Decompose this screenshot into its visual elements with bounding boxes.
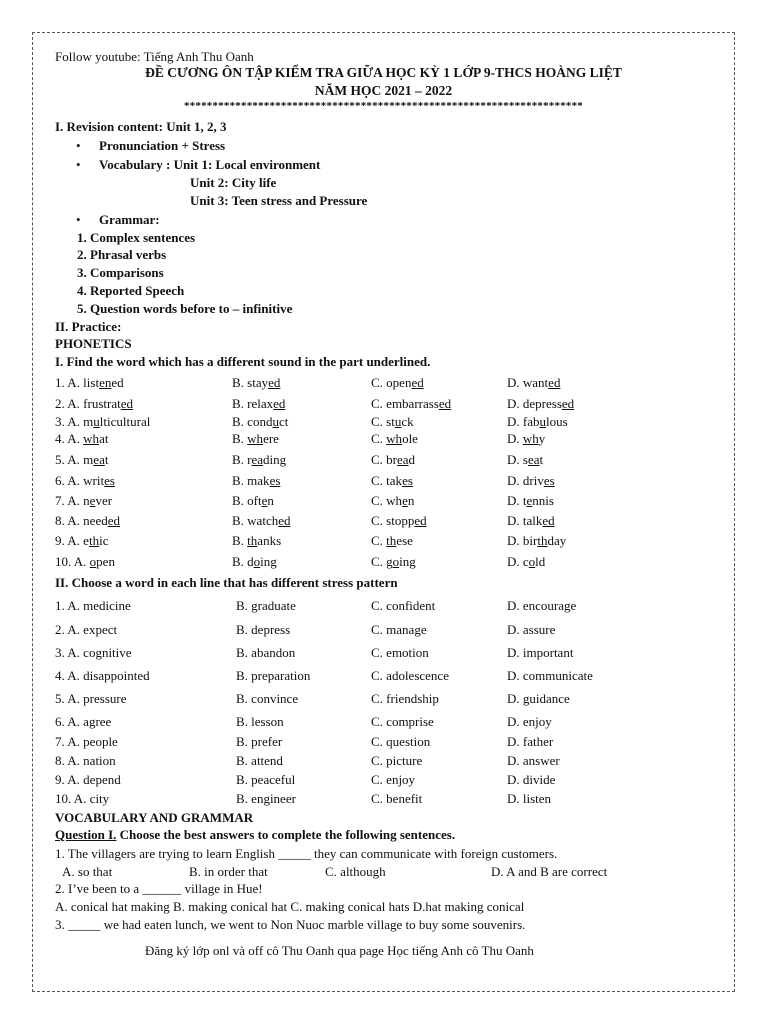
sound-underlined: o — [89, 554, 97, 569]
stress-option: C. manage — [371, 622, 427, 637]
option-c: C. although — [325, 864, 386, 879]
sound-prefix: D. — [507, 431, 523, 446]
sound-prefix: B. relax — [232, 396, 274, 411]
sound-underlined: ed — [411, 375, 424, 390]
question-label: Question I. — [55, 827, 117, 842]
sound-underlined: ed — [542, 513, 555, 528]
sound-suffix: y — [538, 431, 546, 446]
sound-option — [55, 493, 112, 509]
sound-prefix: D. fab — [507, 414, 540, 429]
sound-option — [55, 473, 115, 489]
sound-prefix: B. — [232, 431, 248, 446]
sound-option — [232, 414, 288, 430]
sound-underlined: ed — [548, 375, 561, 390]
sound-option — [55, 414, 150, 430]
stress-option: D. important — [507, 645, 574, 660]
sound-prefix: D. depress — [507, 396, 562, 411]
stress-option: B. engineer — [236, 791, 296, 806]
phonetics-heading: PHONETICS — [55, 336, 132, 351]
bullet-icon: • — [76, 212, 81, 227]
sound-suffix: ole — [402, 431, 418, 446]
sound-suffix: ing — [399, 554, 416, 569]
sound-underlined: es — [104, 473, 115, 488]
sound-option — [232, 554, 277, 570]
sound-prefix: C. br — [371, 452, 397, 467]
sound-prefix: D. want — [507, 375, 549, 390]
sound-prefix: D. driv — [507, 473, 544, 488]
sound-option — [507, 375, 560, 391]
grammar-item: 4. Reported Speech — [77, 283, 185, 298]
stress-option: C. emotion — [371, 645, 429, 660]
sound-prefix: C. wh — [371, 493, 403, 508]
sound-prefix: 6. A. writ — [55, 473, 105, 488]
sound-prefix: B. r — [232, 452, 252, 467]
sound-prefix: 4. A. — [55, 431, 84, 446]
footer-note: Đăng ký lớp onl và off cô Thu Oanh qua page Học tiếng Anh cô Thu Oanh — [145, 943, 534, 958]
sound-suffix: t — [539, 452, 544, 467]
stress-option: D. encourage — [507, 598, 577, 613]
sound-underlined: ed — [268, 375, 281, 390]
sound-option — [232, 513, 291, 529]
sound-suffix: ese — [396, 533, 413, 548]
sound-underlined: u — [93, 414, 100, 429]
grammar-item: 1. Complex sentences — [77, 230, 196, 245]
sound-suffix: n — [267, 493, 274, 508]
sound-prefix: C. — [371, 533, 387, 548]
sound-option — [507, 473, 555, 489]
stress-option: 5. A. pressure — [55, 691, 127, 706]
stress-option: B. lesson — [236, 714, 284, 729]
sound-underlined: e — [89, 493, 96, 508]
revision-pronunciation: Pronunciation + Stress — [99, 138, 226, 153]
sound-prefix: B. cond — [232, 414, 273, 429]
sound-suffix: lticultural — [99, 414, 151, 429]
sound-underlined: o — [253, 554, 261, 569]
stress-option: B. preparation — [236, 668, 311, 683]
sound-underlined: th — [537, 533, 548, 548]
sound-option — [232, 473, 280, 489]
sound-option — [371, 396, 451, 412]
sound-prefix: C. stopp — [371, 513, 415, 528]
follow-line: Follow youtube: Tiếng Anh Thu Oanh — [55, 49, 254, 64]
sound-option — [507, 452, 543, 468]
stress-option: C. picture — [371, 753, 423, 768]
vocab-heading: VOCABULARY AND GRAMMAR — [55, 810, 254, 825]
sound-option — [371, 513, 427, 529]
sound-option — [232, 452, 286, 468]
sound-suffix: pen — [96, 554, 115, 569]
sound-prefix: 8. A. need — [55, 513, 108, 528]
stress-option: D. guidance — [507, 691, 570, 706]
sound-suffix: lous — [546, 414, 568, 429]
option-a: A. so that — [62, 864, 113, 879]
revision-grammar: Grammar: — [99, 212, 160, 227]
revision-vocabulary: Vocabulary : Unit 1: Local environment — [99, 157, 321, 172]
sound-suffix: n — [407, 493, 415, 508]
sound-option — [371, 414, 414, 430]
sound-underlined: ea — [93, 452, 105, 467]
sound-option — [507, 493, 554, 509]
stress-option: D. divide — [507, 772, 556, 787]
sound-underlined: ea — [397, 452, 409, 467]
sound-prefix: 3. A. m — [55, 414, 94, 429]
bullet-icon: • — [76, 157, 81, 172]
sound-suffix: anks — [257, 533, 282, 548]
stress-option: 10. A. city — [55, 791, 110, 806]
sound-option — [232, 493, 274, 509]
sound-prefix: 5. A. m — [55, 452, 94, 467]
sound-option — [55, 431, 108, 447]
sound-underlined: es — [543, 473, 555, 488]
sound-suffix: at — [99, 431, 109, 446]
sound-option — [55, 533, 108, 549]
sound-underlined: wh — [386, 431, 403, 446]
sound-underlined: u — [272, 414, 279, 429]
stress-option: C. question — [371, 734, 431, 749]
revision-unit3: Unit 3: Teen stress and Pressure — [190, 193, 368, 208]
document-title: ĐỀ CƯƠNG ÔN TẬP KIỂM TRA GIỮA HỌC KỲ 1 LỚP 9-THCS HOÀNG LIỆT — [145, 65, 622, 80]
stress-option: 2. A. expect — [55, 622, 118, 637]
sound-suffix: ere — [263, 431, 279, 446]
sound-option — [371, 473, 413, 489]
sound-underlined: ed — [273, 396, 286, 411]
sound-prefix: D. t — [507, 493, 527, 508]
stress-option: C. adolescence — [371, 668, 449, 683]
stress-option: 1. A. medicine — [55, 598, 131, 613]
sound-option — [232, 431, 279, 447]
star-divider: ********************************************************************** — [184, 100, 583, 112]
sound-prefix: D. c — [507, 554, 529, 569]
practice-heading: II. Practice: — [55, 319, 122, 334]
sound-option — [55, 513, 120, 529]
sound-underlined: e — [526, 493, 533, 508]
stress-option: D. enjoy — [507, 714, 552, 729]
sound-prefix: 10. A. — [55, 554, 90, 569]
stress-option: 4. A. disappointed — [55, 668, 150, 683]
sound-underlined: ed — [120, 396, 133, 411]
sound-option — [55, 452, 108, 468]
sound-option — [371, 493, 414, 509]
sound-option — [371, 533, 413, 549]
sound-suffix: ld — [535, 554, 546, 569]
stress-option: B. abandon — [236, 645, 296, 660]
sound-underlined: ea — [251, 452, 264, 467]
sound-option — [507, 554, 545, 570]
sound-option — [232, 375, 280, 391]
sound-underlined: e — [402, 493, 408, 508]
grammar-item: 3. Comparisons — [77, 265, 164, 280]
sound-underlined: ea — [527, 452, 540, 467]
sound-underlined: ed — [561, 396, 575, 411]
sound-underlined: o — [392, 554, 400, 569]
sound-underlined: ed — [278, 513, 291, 528]
task-stress-heading: II. Choose a word in each line that has different stress pattern — [55, 575, 398, 590]
sound-suffix: ic — [99, 533, 109, 548]
task-sound-heading: I. Find the word which has a different sound in the part underlined. — [55, 354, 431, 369]
sound-prefix: C. embarrass — [371, 396, 439, 411]
sound-underlined: ed — [438, 396, 452, 411]
stress-option: D. answer — [507, 753, 560, 768]
sentence-1: 1. The villagers are trying to learn English _____ they can communicate with foreign customers. — [55, 846, 558, 861]
sound-suffix: ed — [111, 375, 124, 390]
stress-option: B. depress — [236, 622, 291, 637]
sound-prefix: D. talk — [507, 513, 543, 528]
sound-suffix: d — [408, 452, 416, 467]
sound-underlined: o — [528, 554, 536, 569]
sound-prefix: 1. A. list — [55, 375, 100, 390]
sound-suffix: day — [547, 533, 567, 548]
stress-option: 7. A. people — [55, 734, 118, 749]
sound-suffix: nnis — [532, 493, 554, 508]
stress-option: B. graduate — [236, 598, 296, 613]
sound-suffix: ding — [263, 452, 287, 467]
sentence-3: 3. _____ we had eaten lunch, we went to Non Nuoc marble village to buy some souvenirs. — [55, 917, 526, 932]
grammar-item: 2. Phrasal verbs — [77, 247, 167, 262]
sound-option — [232, 396, 285, 412]
sound-underlined: ed — [107, 513, 120, 528]
sound-option — [55, 396, 133, 412]
grammar-item: 5. Question words before to – infinitive — [77, 301, 293, 316]
sound-prefix: 7. A. n — [55, 493, 90, 508]
sound-underlined: wh — [83, 431, 100, 446]
stress-option: C. comprise — [371, 714, 434, 729]
sound-prefix: C. tak — [371, 473, 403, 488]
sound-underlined: ed — [414, 513, 427, 528]
sound-prefix: C. g — [371, 554, 393, 569]
stress-option: B. convince — [236, 691, 299, 706]
school-year: NĂM HỌC 2021 – 2022 — [314, 83, 453, 98]
sound-suffix: ing — [260, 554, 277, 569]
sound-prefix: D. s — [507, 452, 528, 467]
stress-option: D. communicate — [507, 668, 593, 683]
sound-option — [371, 431, 418, 447]
stress-option: D. listen — [507, 791, 552, 806]
stress-option: C. enjoy — [371, 772, 416, 787]
stress-option: D. father — [507, 734, 554, 749]
sound-prefix: C. — [371, 431, 387, 446]
stress-option: D. assure — [507, 622, 556, 637]
sound-suffix: ct — [278, 414, 289, 429]
stress-option: 9. A. depend — [55, 772, 121, 787]
sound-option — [371, 554, 416, 570]
revision-heading: I. Revision content: Unit 1, 2, 3 — [55, 119, 227, 134]
sound-option — [371, 375, 424, 391]
sound-prefix: B. oft — [232, 493, 262, 508]
stress-option: 8. A. nation — [55, 753, 116, 768]
sound-option — [371, 452, 415, 468]
sound-option — [507, 431, 545, 447]
sound-suffix: t — [104, 452, 109, 467]
sound-underlined: en — [99, 375, 112, 390]
stress-option: C. friendship — [371, 691, 439, 706]
stress-option: 3. A. cognitive — [55, 645, 132, 660]
sound-prefix: C. st — [371, 414, 395, 429]
sentence-2-options: A. conical hat making B. making conical hat C. making conical hats D.hat making conical — [55, 899, 525, 914]
sound-underlined: u — [394, 414, 402, 429]
sound-underlined: e — [261, 493, 268, 508]
stress-option: C. benefit — [371, 791, 423, 806]
sound-underlined: es — [269, 473, 281, 488]
sound-option — [507, 513, 555, 529]
sound-underlined: wh — [522, 431, 539, 446]
revision-unit2: Unit 2: City life — [190, 175, 277, 190]
option-b: B. in order that — [189, 864, 268, 879]
option-d: D. A and B are correct — [491, 864, 608, 879]
sound-suffix: ck — [401, 414, 414, 429]
sound-underlined: u — [539, 414, 546, 429]
sound-prefix: 2. A. frustrat — [55, 396, 121, 411]
sound-prefix: B. — [232, 533, 248, 548]
sound-option — [507, 533, 566, 549]
stress-option: B. attend — [236, 753, 283, 768]
stress-option: 6. A. agree — [55, 714, 112, 729]
question-heading — [55, 827, 455, 842]
sentence-2: 2. I’ve been to a ______ village in Hue! — [55, 881, 263, 896]
question-text: Choose the best answers to complete the following sentences. — [116, 827, 456, 842]
sound-underlined: th — [386, 533, 397, 548]
bullet-icon: • — [76, 138, 81, 153]
sound-prefix: D. bir — [507, 533, 538, 548]
sound-option — [507, 414, 568, 430]
stress-option: B. prefer — [236, 734, 283, 749]
stress-option: B. peaceful — [236, 772, 296, 787]
sound-suffix: ver — [95, 493, 113, 508]
sound-prefix: B. mak — [232, 473, 270, 488]
sound-prefix: B. d — [232, 554, 254, 569]
sound-underlined: th — [88, 533, 100, 548]
sound-prefix: B. watch — [232, 513, 279, 528]
sound-option — [55, 375, 124, 391]
sound-underlined: th — [247, 533, 258, 548]
sound-prefix: B. stay — [232, 375, 269, 390]
stress-option: C. confident — [371, 598, 436, 613]
sound-option — [232, 533, 281, 549]
sound-option — [507, 396, 574, 412]
sound-underlined: es — [402, 473, 413, 488]
sound-underlined: wh — [247, 431, 264, 446]
sound-prefix: C. open — [371, 375, 412, 390]
sound-option — [55, 554, 115, 570]
sound-prefix: 9. A. e — [55, 533, 89, 548]
